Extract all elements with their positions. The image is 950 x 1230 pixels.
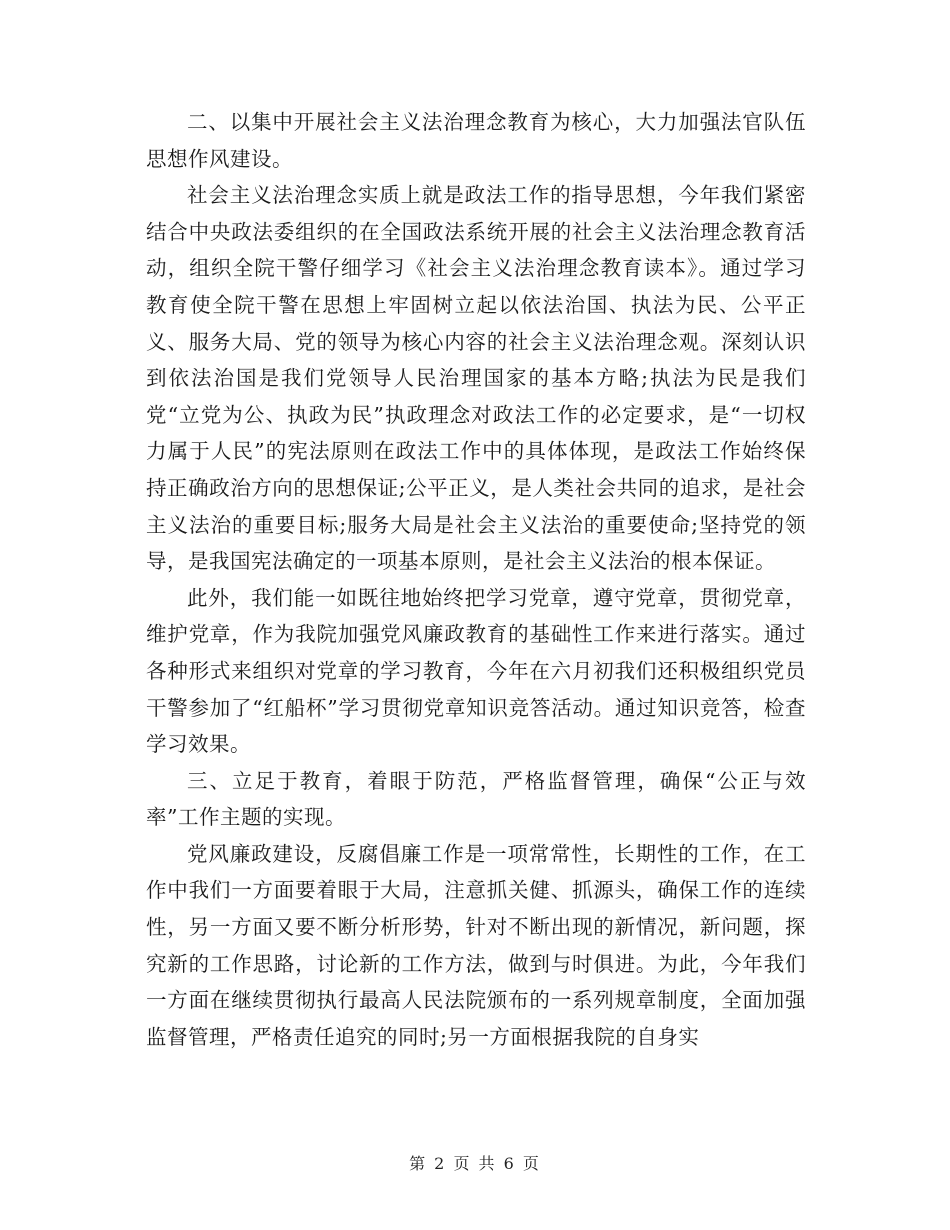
body-paragraph: 社会主义法治理念实质上就是政法工作的指导思想，今年我们紧密结合中央政法委组织的在全国政法系统开展的社会主义法治理念教育活动，组织全院干警仔细学习《社会主义法治理念教育读本》。通过学习教育使全院干警在思想上牢固树立起以依法治国、执法为民、公平正义、服务大局、党的领导为核心内容的社会主义法治理念观。深刻认识到依法治国是我们党领导人民治理国家的基本方略;执法为民是我们党“立党为公、执政为民”执政理念对政法工作的必定要求，是“一切权力属于人民”的宪法原则在政法工作中的具体体现，是政法工作始终保持正确政治方向的思想保证;公平正义，是人类社会共同的追求，是社会主义法治的重要目标;服务大局是社会主义法治的重要使命;坚持党的领导，是我国宪法确定的一项基本原则，是社会主义法治的根本保证。 <box>146 183 806 574</box>
section-heading-two: 二、以集中开展社会主义法治理念教育为核心，大力加强法官队伍思想作风建设。 <box>146 110 806 171</box>
section-heading-three: 三、立足于教育，着眼于防范，严格监督管理，确保“公正与效率”工作主题的实现。 <box>146 768 806 830</box>
body-paragraph: 此外，我们能一如既往地始终把学习党章，遵守党章，贯彻党章，维护党章，作为我院加强党风廉政教育的基础性工作来进行落实。通过各种形式来组织对党章的学习教育，今年在六月初我们还积极组织党员干警参加了“红船杯”学习贯彻党章知识竞答活动。通过知识竞答，检查学习效果。 <box>146 585 806 757</box>
body-paragraph: 党风廉政建设，反腐倡廉工作是一项常常性，长期性的工作，在工作中我们一方面要着眼于大局，注意抓关健、抓源头，确保工作的连续性，另一方面又要不断分析形势，针对不断出现的新情况，新问题，探究新的工作思路，讨论新的工作方法，做到与时俱进。为此，今年我们一方面在继续贯彻执行最高人民法院颁布的一系列规章制度，全面加强监督管理，严格责任追究的同时;另一方面根据我院的自身实 <box>146 841 806 1049</box>
page-number-footer: 第 2 页 共 6 页 <box>409 1154 541 1173</box>
document-body <box>146 104 806 1055</box>
